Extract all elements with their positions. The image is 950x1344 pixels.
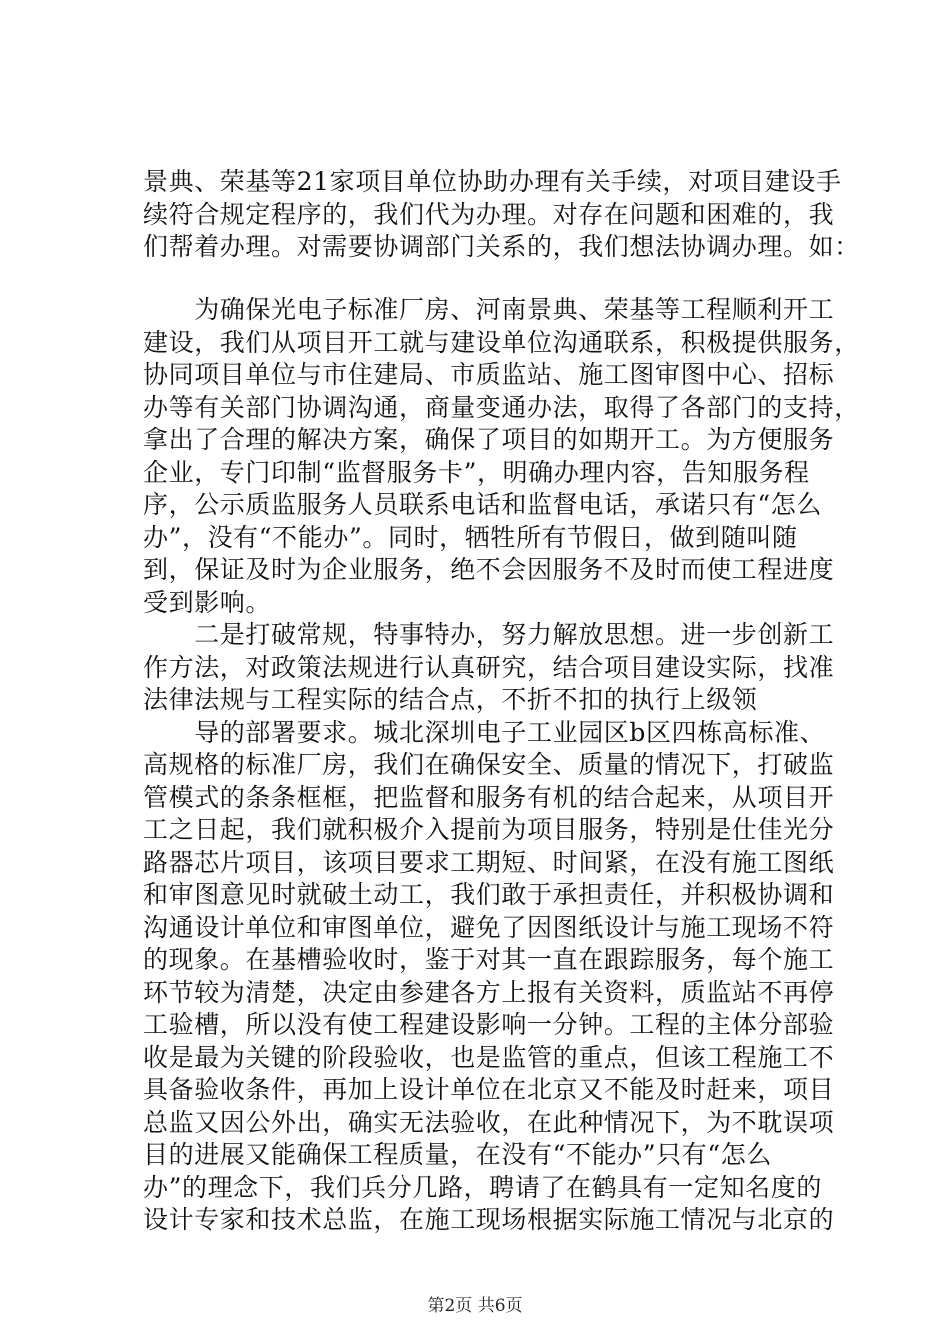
text-line: 导的部署要求。城北深圳电子工业园区b区四栋高标准、 [143, 717, 826, 747]
text-line: 景典、荣基等21家项目单位协助办理有关手续，对项目建设手 [143, 167, 842, 196]
page-number-footer: 第2页 共6页 [427, 1296, 523, 1316]
text-line: 具备验收条件，再加上设计单位在北京又不能及时赶来，项目 [143, 1075, 835, 1104]
text-line: 企业，专门印制“监督服务卡”，明确办理内容，告知服务程 [143, 457, 810, 487]
text-line: 高规格的标准厂房，我们在确保安全、质量的情况下，打破监 [143, 750, 835, 779]
text-line: 管模式的条条框框，把监督和服务有机的结合起来，从项目开 [143, 782, 835, 812]
text-line: 序，公示质监服务人员联系电话和监督电话，承诺只有“怎么 [143, 490, 822, 519]
text-line: 环节较为清楚，决定由参建各方上报有关资料，质监站不再停 [143, 977, 835, 1007]
text-line: 办”的理念下，我们兵分几路，聘请了在鹤具有一定知名度的 [143, 1172, 822, 1202]
text-line: 工之日起，我们就积极介入提前为项目服务，特别是仕佳光分 [143, 815, 835, 844]
text-line: 设计专家和技术总监，在施工现场根据实际施工情况与北京的 [143, 1205, 835, 1234]
text-line: 受到影响。 [143, 587, 272, 617]
text-line: 拿出了合理的解决方案，确保了项目的如期开工。为方便服务 [143, 425, 835, 454]
text-line: 续符合规定程序的，我们代为办理。对存在问题和困难的，我 [143, 199, 835, 229]
text-line: 总监又因公外出，确实无法验收，在此种情况下，为不耽误项 [143, 1107, 835, 1137]
text-line: 们帮着办理。对需要协调部门关系的，我们想法协调办理。如： [143, 232, 860, 261]
text-line: 到，保证及时为企业服务，绝不会因服务不及时而使工程进度 [143, 555, 835, 584]
text-line: 二是打破常规，特事特办，努力解放思想。进一步创新工 [143, 620, 835, 649]
text-line: 和审图意见时就破土动工，我们敢于承担责任，并积极协调和 [143, 880, 835, 909]
text-line: 办”，没有“不能办”。同时，牺牲所有节假日，做到随叫随 [143, 522, 798, 552]
text-line: 工验槽，所以没有使工程建设影响一分钟。工程的主体分部验 [143, 1010, 835, 1039]
text-line: 协同项目单位与市住建局、市质监站、施工图审图中心、招标 [143, 360, 835, 389]
text-line: 法律法规与工程实际的结合点，不折不扣的执行上级领 [143, 685, 758, 714]
text-line: 建设，我们从项目开工就与建设单位沟通联系，积极提供服务， [143, 327, 860, 357]
text-line: 办等有关部门协调沟通，商量变通办法，取得了各部门的支持， [143, 392, 860, 422]
text-line: 作方法，对政策法规进行认真研究，结合项目建设实际，找准 [143, 652, 835, 682]
text-line: 收是最为关键的阶段验收，也是监管的重点，但该工程施工不 [143, 1042, 835, 1072]
paragraph-continuation [143, 166, 860, 264]
text-line: 的现象。在基槽验收时，鉴于对其一直在跟踪服务，每个施工 [143, 945, 835, 974]
text-line: 为确保光电子标准厂房、河南景典、荣基等工程顺利开工 [143, 295, 835, 324]
text-line: 目的进展又能确保工程质量，在没有“不能办”只有“怎么 [143, 1140, 772, 1169]
body-paragraphs [143, 294, 860, 1237]
text-line: 路器芯片项目，该项目要求工期短、时间紧，在没有施工图纸 [143, 847, 835, 877]
text-line: 沟通设计单位和审图单位，避免了因图纸设计与施工现场不符 [143, 912, 835, 942]
